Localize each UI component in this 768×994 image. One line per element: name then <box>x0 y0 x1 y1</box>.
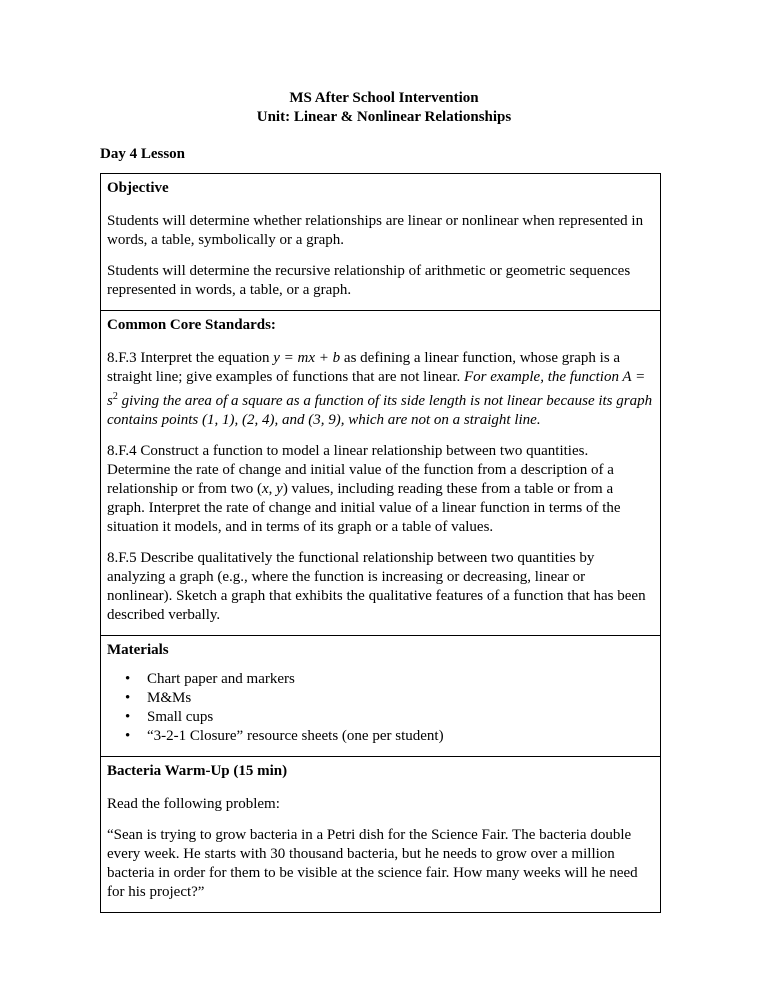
standard-8f4-b: ) values, including reading these from a table or from a graph. Interpret the rate of change and initial value of a linear function in terms of the situation it models, and in terms of its graph or a table of values. <box>107 481 621 535</box>
standard-8f4-comma: , <box>268 481 277 497</box>
standards-cell <box>101 311 661 636</box>
objective-row <box>101 174 661 311</box>
unit-title: Unit: Linear & Nonlinear Relationships <box>256 109 512 125</box>
standard-8f3-example: giving the area of a square as a function of its side length is not linear because its graph contains points (1, 1), (2, 4), and (3, 9), which are not on a straight line. <box>107 393 653 428</box>
objective-heading: Objective <box>107 180 169 196</box>
warmup-problem: “Sean is trying to grow bacteria in a Petri dish for the Science Fair. The bacteria double every week. He starts with 30 thousand bacteria, but he needs to grow over a million bacteria in order for them to be visible at the science fair. How many weeks will he need for his project?” <box>107 827 638 900</box>
linear-equation: y = mx + b <box>273 350 341 366</box>
document-title: MS After School Intervention <box>289 90 479 106</box>
standard-8f3-mid: as defining a linear function, whose graph is a straight line; give examples of functions that are not linear. <box>107 350 621 385</box>
warmup-paragraph-1: Read the following problem: <box>107 796 280 812</box>
materials-cell <box>101 636 661 757</box>
standard-8f4-a: 8.F.4 Construct a function to model a linear relationship between two quantities. Determine the rate of change and initial value of the function from a description of a relationship or from two ( <box>107 443 614 497</box>
materials-item: • “3-2-1 Closure” resource sheets (one per student) <box>147 727 654 746</box>
area-exponent: 2 <box>112 391 118 402</box>
standard-8f3-example-intro: For example, the function <box>463 369 623 385</box>
materials-item: • Chart paper and markers <box>147 670 654 689</box>
materials-list <box>107 670 654 746</box>
standard-8f3-prefix: 8.F.3 Interpret the equation <box>107 350 274 366</box>
variable-y: y <box>276 481 283 497</box>
standard-8f3 <box>107 349 654 430</box>
warmup-row <box>101 757 661 913</box>
variable-x: x <box>261 481 269 497</box>
standards-row <box>101 311 661 636</box>
objective-paragraph-2: Students will determine the recursive relationship of arithmetic or geometric sequences represented in words, a table, or a graph. <box>107 263 631 298</box>
standard-8f4 <box>107 442 654 537</box>
materials-row <box>101 636 661 757</box>
materials-item: • Small cups <box>147 708 654 727</box>
standard-8f5: 8.F.5 Describe qualitatively the functional relationship between two quantities by analyzing a graph (e.g., where the function is increasing or decreasing, linear or nonlinear). Sketch a graph that exhibits the qualitative features of a function that has been described verbally. <box>107 550 646 623</box>
warmup-heading: Bacteria Warm-Up (15 min) <box>107 763 288 779</box>
day-heading: Day 4 Lesson <box>100 146 186 162</box>
warmup-cell <box>101 757 661 913</box>
objective-paragraph-1: Students will determine whether relationships are linear or nonlinear when represented in words, a table, symbolically or a graph. <box>107 213 644 248</box>
materials-heading: Materials <box>107 642 169 658</box>
objective-cell <box>101 174 661 311</box>
lesson-table <box>100 173 661 913</box>
area-equation: A = s <box>107 369 646 409</box>
materials-item: • M&Ms <box>147 689 654 708</box>
standards-heading: Common Core Standards: <box>107 317 276 333</box>
